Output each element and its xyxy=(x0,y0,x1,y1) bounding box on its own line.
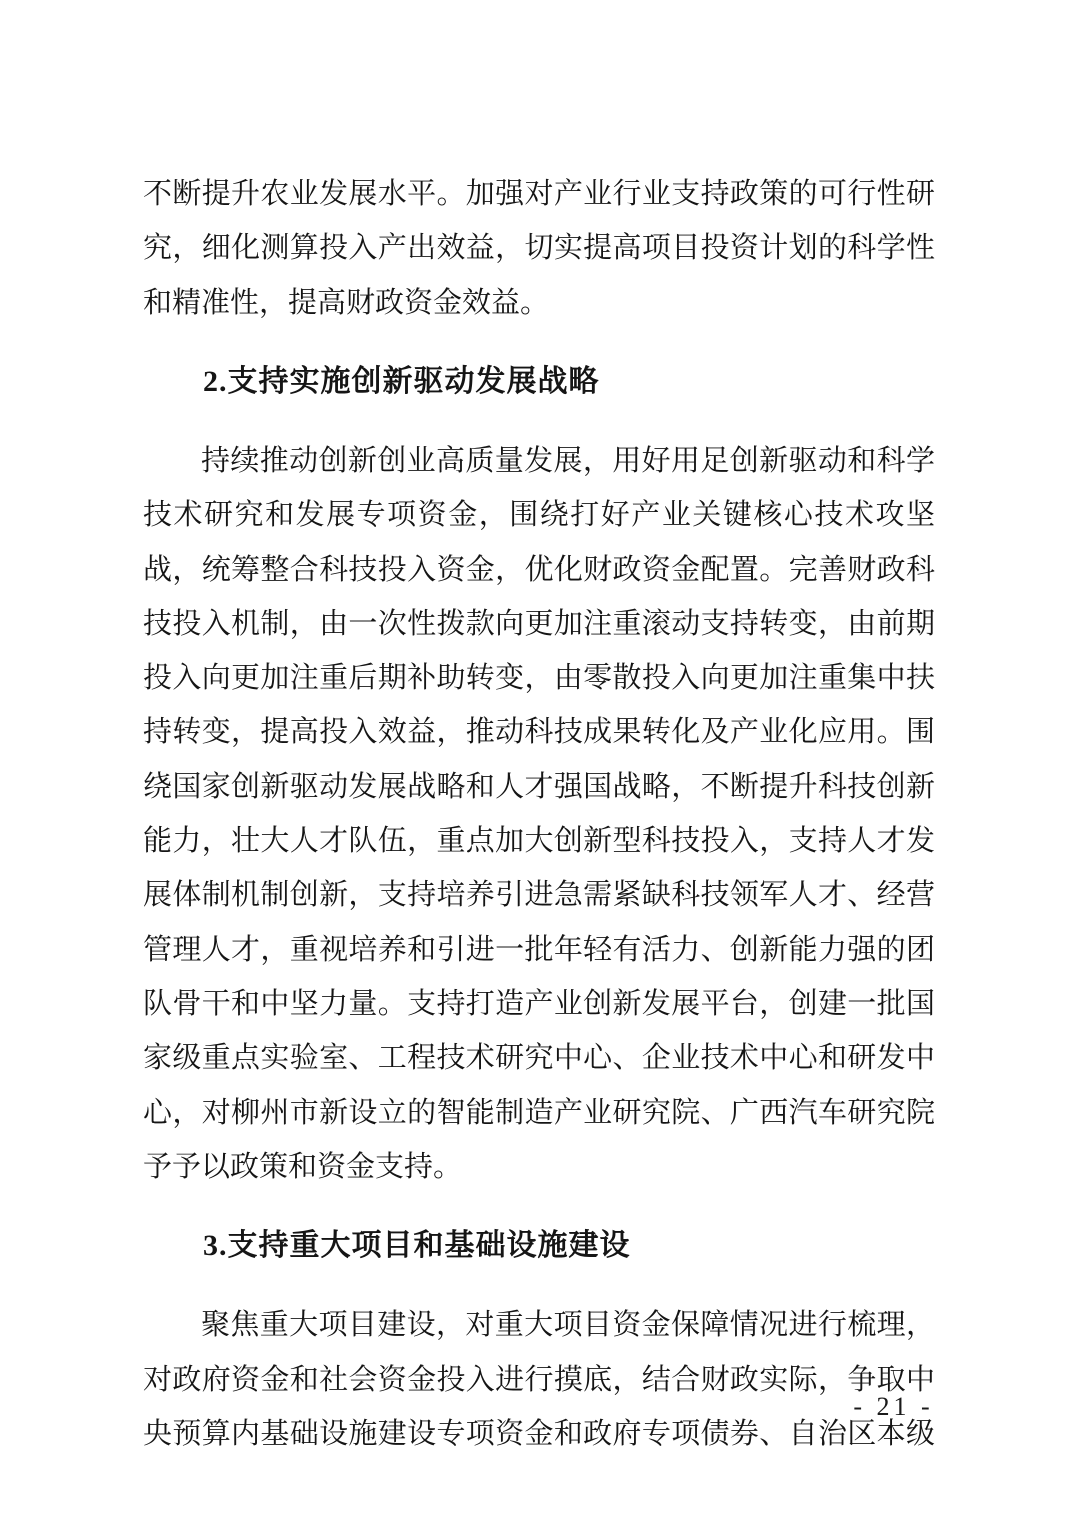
body-line: 管理人才，重视培养和引进一批年轻有活力、创新能力强的团 xyxy=(143,933,935,966)
body-line: 投入向更加注重后期补助转变，由零散投入向更加注重集中扶 xyxy=(143,662,935,695)
body-line: 能力，壮大人才队伍，重点加大创新型科技投入，支持人才发 xyxy=(143,825,935,858)
document-body xyxy=(143,167,935,1461)
body-line: 究，细化测算投入产出效益，切实提高项目投资计划的科学性 xyxy=(143,232,935,265)
body-line: 予予以政策和资金支持。 xyxy=(143,1150,463,1183)
section-heading-3: 3.支持重大项目和基础设施建设 xyxy=(203,1229,631,1263)
body-line: 绕国家创新驱动发展战略和人才强国战略，不断提升科技创新 xyxy=(143,770,935,803)
body-line: 和精准性，提高财政资金效益。 xyxy=(143,286,550,319)
body-line: 对政府资金和社会资金投入进行摸底，结合财政实际，争取中 xyxy=(143,1363,935,1396)
body-line: 展体制机制创新，支持培养引进急需紧缺科技领军人才、经营 xyxy=(143,879,935,912)
page-number: - 21 - xyxy=(853,1392,934,1421)
body-line: 心，对柳州市新设立的智能制造产业研究院、广西汽车研究院 xyxy=(143,1096,935,1129)
body-line: 家级重点实验室、工程技术研究中心、企业技术中心和研发中 xyxy=(143,1042,935,1075)
body-line: 聚焦重大项目建设，对重大项目资金保障情况进行梳理， xyxy=(201,1309,935,1342)
body-line: 战，统筹整合科技投入资金，优化财政资金配置。完善财政科 xyxy=(143,553,935,586)
body-line: 持转变，提高投入效益，推动科技成果转化及产业化应用。围 xyxy=(143,716,935,749)
body-line: 技投入机制，由一次性拨款向更加注重滚动支持转变，由前期 xyxy=(143,607,935,640)
body-line: 不断提升农业发展水平。加强对产业行业支持政策的可行性研 xyxy=(143,178,935,210)
section-heading-2: 2.支持实施创新驱动发展战略 xyxy=(203,364,600,398)
body-line: 持续推动创新创业高质量发展，用好用足创新驱动和科学 xyxy=(201,444,935,477)
body-line: 技术研究和发展专项资金，围绕打好产业关键核心技术攻坚 xyxy=(143,499,935,532)
body-line: 央预算内基础设施建设专项资金和政府专项债券、自治区本级 xyxy=(143,1417,935,1450)
body-line: 队骨干和中坚力量。支持打造产业创新发展平台，创建一批国 xyxy=(143,987,935,1020)
